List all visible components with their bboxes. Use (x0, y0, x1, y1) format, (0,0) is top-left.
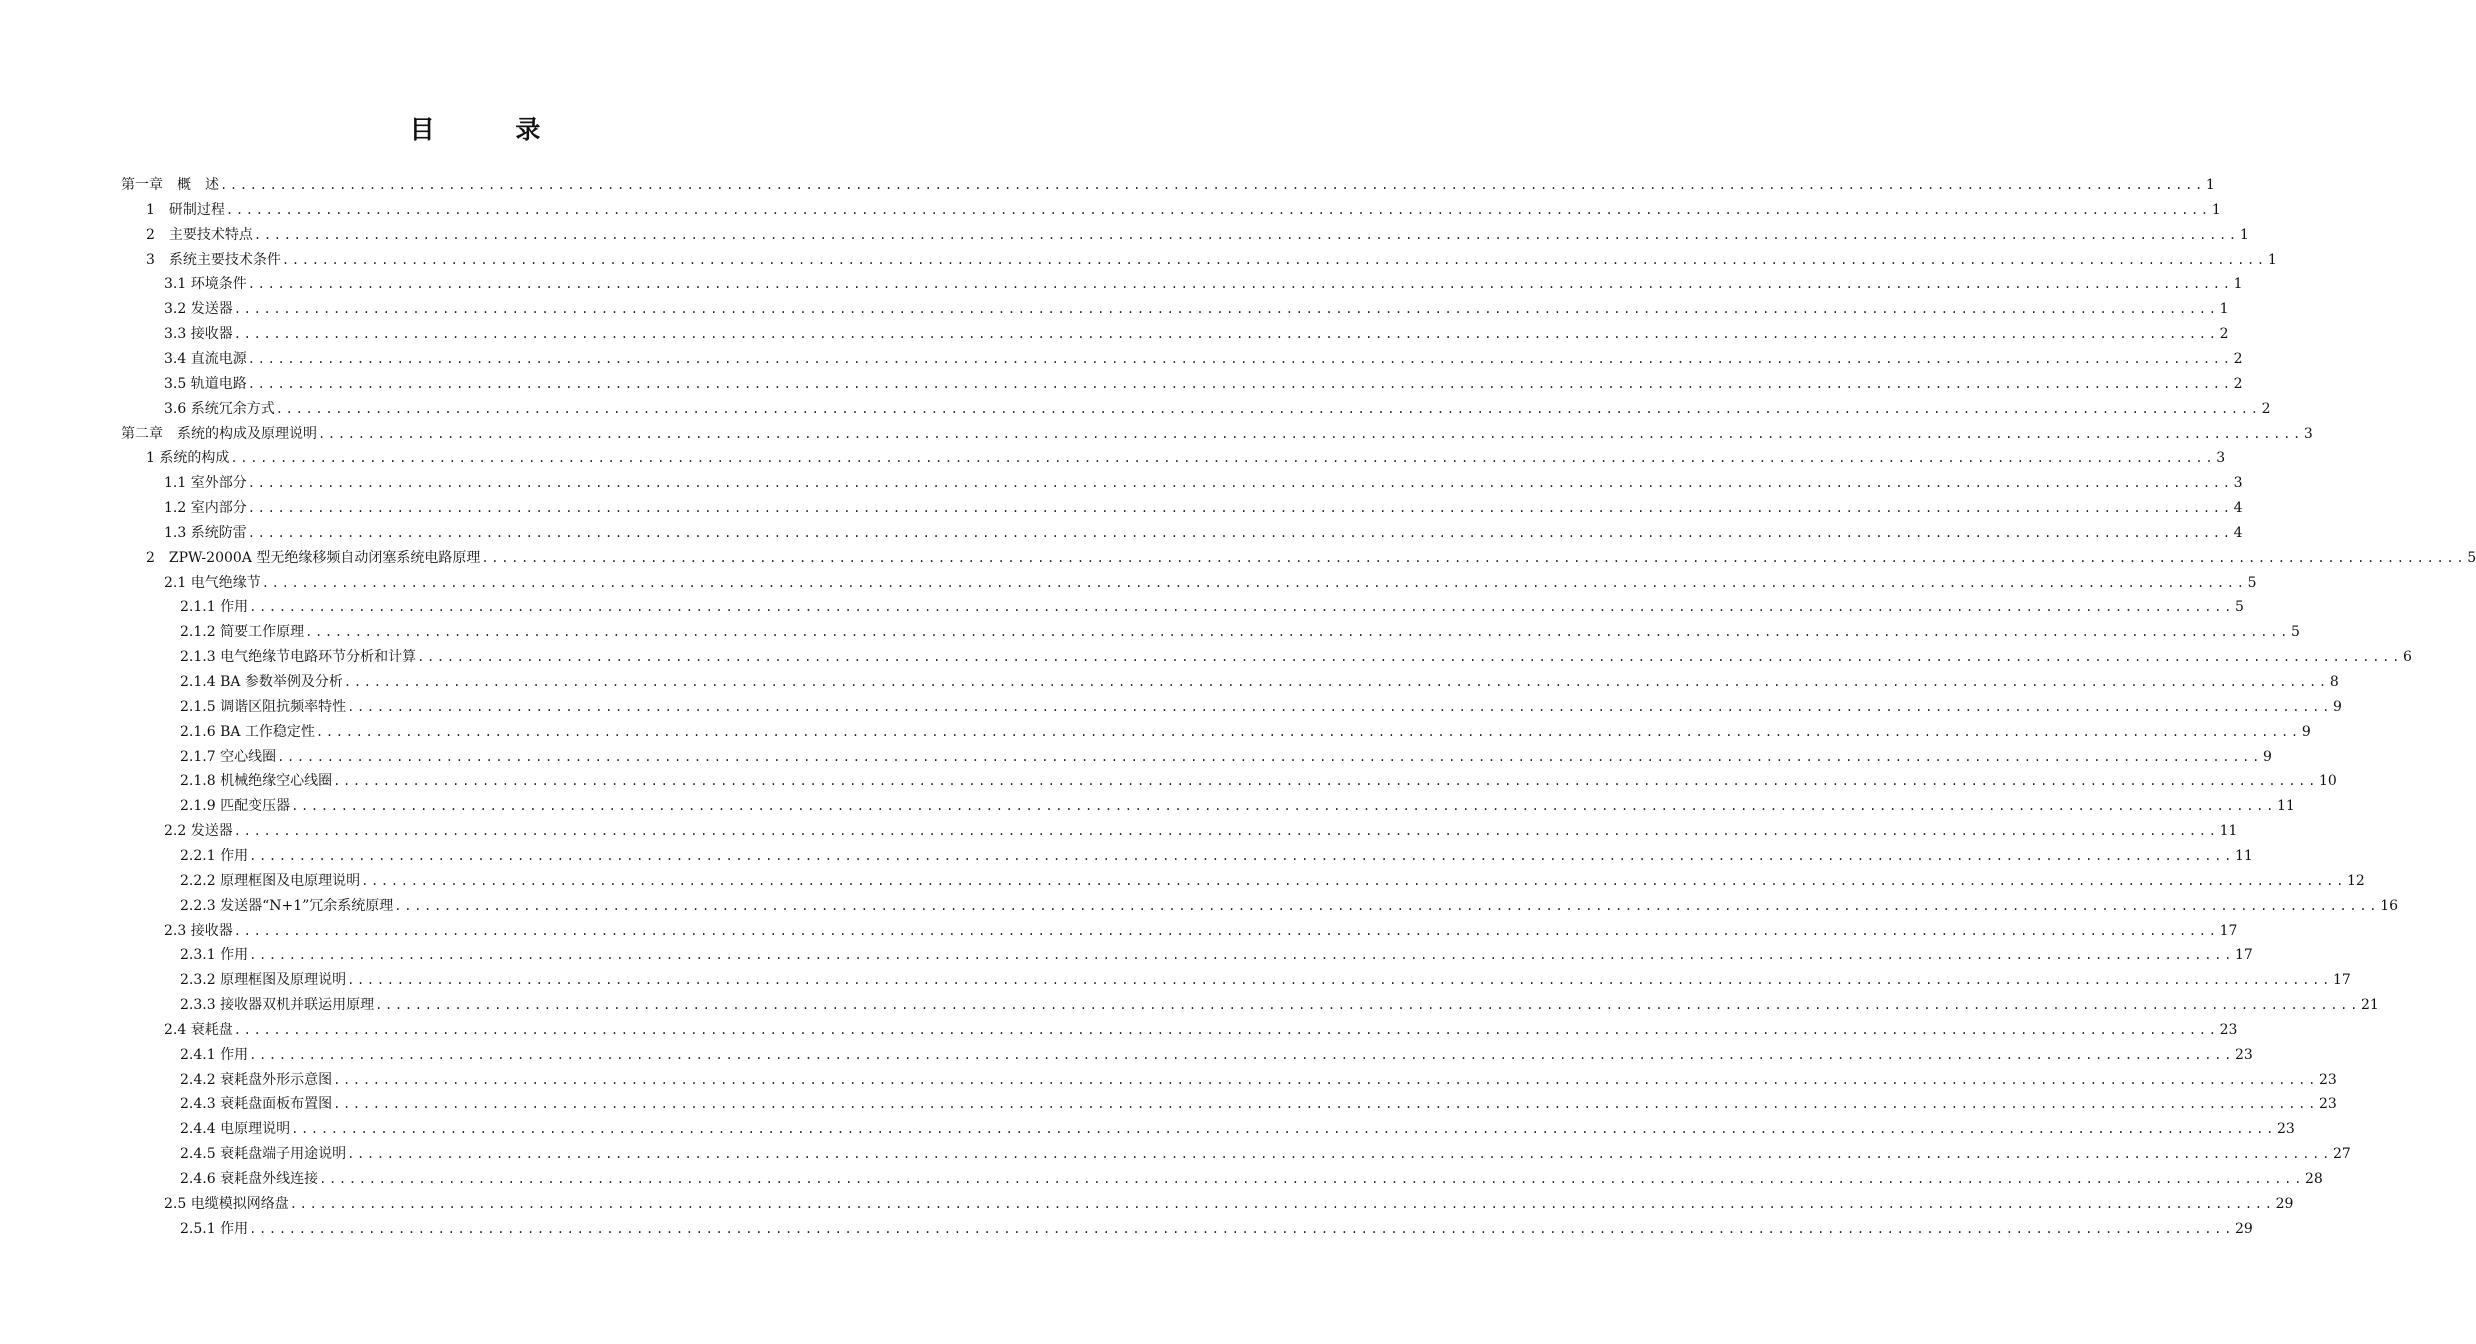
toc-entry-label: 1.2 室内部分 (164, 500, 247, 517)
dot-leader: ........................................................................................................................................................................................................ (249, 848, 2234, 863)
dot-leader: ........................................................................................................................................................................................................ (275, 401, 2261, 416)
toc-entry-label: 2.3.1 作用 (180, 947, 249, 964)
toc-entry[interactable] (180, 994, 2379, 1014)
toc-entry-page-number: 9 (2333, 698, 2342, 715)
toc-entry-page-number: 4 (2233, 500, 2243, 517)
toc-entry[interactable] (164, 572, 2257, 592)
toc-entry[interactable] (164, 522, 2243, 542)
toc-entry[interactable] (164, 348, 2243, 368)
toc-entry-label: 2 主要技术特点 (146, 226, 253, 243)
toc-entry-page-number: 5 (2247, 574, 2257, 591)
toc-entry-label: 2.4.4 电原理说明 (180, 1121, 291, 1138)
toc-entry-page-number: 23 (2319, 1096, 2337, 1113)
toc-entry-page-number: 8 (2329, 674, 2339, 690)
toc-entry-label: 2.3.3 接收器双机并联运用原理 (180, 997, 375, 1014)
toc-entry[interactable] (180, 696, 2342, 716)
toc-entry-page-number: 9 (2301, 723, 2311, 740)
toc-entry-label: 2.1.7 空心线圈 (180, 748, 277, 765)
toc-entry-label: 1.3 系统防雷 (164, 524, 247, 541)
toc-entry-page-number: 17 (2219, 922, 2238, 939)
toc-entry[interactable] (164, 497, 2243, 517)
toc-entry-label: 3 系统主要技术条件 (146, 251, 281, 268)
toc-entry-label: 2.3 接收器 (164, 922, 233, 939)
dot-leader: ........................................................................................................................................................................................................ (247, 277, 2233, 292)
toc-entry[interactable] (180, 1218, 2253, 1238)
toc-entry[interactable] (146, 249, 2277, 269)
toc-entry[interactable] (121, 174, 2215, 194)
toc-entry[interactable] (180, 1044, 2253, 1064)
toc-entry-label: 2.4.6 衰耗盘外线连接 (180, 1171, 319, 1187)
dot-leader: ........................................................................................................................................................................................................ (249, 1047, 2234, 1062)
toc-entry-label: 2.4.2 衰耗盘外形示意图 (180, 1071, 333, 1088)
toc-entry[interactable] (164, 323, 2229, 343)
toc-entry-page-number: 29 (2275, 1195, 2294, 1212)
toc-entry[interactable] (180, 944, 2253, 964)
toc-entry-page-number: 17 (2235, 947, 2253, 964)
toc-entry-page-number: 2 (2233, 350, 2243, 367)
toc-entry-page-number: 1 (2205, 177, 2215, 193)
dot-leader: ........................................................................................................................................................................................................ (319, 1172, 2304, 1186)
toc-entry-page-number: 23 (2219, 1021, 2238, 1038)
toc-entry-page-number: 17 (2333, 972, 2351, 989)
toc-entry-page-number: 28 (2305, 1171, 2323, 1187)
toc-entry-label: 2.3.2 原理框图及原理说明 (180, 972, 347, 989)
toc-entry-page-number: 3 (2216, 450, 2226, 467)
toc-entry[interactable] (180, 1118, 2295, 1138)
toc-entry-page-number: 12 (2347, 872, 2365, 889)
toc-entry-label: 2.5.1 作用 (180, 1220, 249, 1237)
dot-leader: ........................................................................................................................................................................................................ (261, 575, 2247, 590)
toc-entry-label: 3.3 接收器 (164, 326, 233, 343)
toc-entry-label: 2.1.3 电气绝缘节电路环节分析和计算 (180, 649, 417, 666)
toc-entry-label: 2 ZPW-2000A 型无绝缘移频自动闭塞系统电路原理 (146, 549, 481, 566)
toc-entry[interactable] (180, 870, 2365, 890)
toc-entry-label: 2.2 发送器 (164, 823, 233, 840)
toc-entry-page-number: 1 (2239, 226, 2249, 243)
toc-entry-page-number: 11 (2235, 847, 2253, 864)
dot-leader: ........................................................................................................................................................................................................ (225, 202, 2211, 217)
toc-entry-label: 2.1.9 匹配变压器 (180, 798, 291, 815)
toc-entry-label: 2.4.1 作用 (180, 1046, 249, 1063)
dot-leader: ........................................................................................................................................................................................................ (315, 724, 2301, 739)
toc-entry[interactable] (180, 671, 2339, 691)
toc-entry[interactable] (146, 447, 2226, 467)
dot-leader: ........................................................................................................................................................................................................ (361, 873, 2346, 888)
toc-entry-label: 3.5 轨道电路 (164, 375, 247, 392)
dot-leader: ........................................................................................................................................................................................................ (233, 1022, 2219, 1037)
page-title: 目 录 (409, 115, 577, 144)
dot-leader: ........................................................................................................................................................................................................ (343, 675, 2329, 689)
toc-entry-page-number: 11 (2219, 823, 2238, 840)
toc-entry-label: 1 研制过程 (146, 201, 225, 218)
toc-entry-label: 2.5 电缆模拟网络盘 (164, 1195, 289, 1212)
toc-entry-page-number: 23 (2277, 1121, 2295, 1138)
toc-entry-label: 3.6 系统冗余方式 (164, 400, 275, 417)
toc-entry[interactable] (180, 969, 2351, 989)
toc-entry-page-number: 5 (2291, 624, 2300, 641)
dot-leader: ........................................................................................................................................................................................................ (233, 302, 2219, 317)
toc-entry-label: 2.2.1 作用 (180, 847, 249, 864)
toc-entry-label: 2.4.5 衰耗盘端子用途说明 (180, 1146, 347, 1163)
toc-entry[interactable] (121, 423, 2313, 443)
toc-entry-page-number: 23 (2319, 1071, 2337, 1088)
dot-leader: ........................................................................................................................................................................................................ (318, 426, 2303, 441)
toc-entry[interactable] (164, 920, 2238, 940)
toc-entry-label: 3.1 环境条件 (164, 276, 247, 293)
toc-entry[interactable] (180, 621, 2300, 641)
toc-entry-label: 3.2 发送器 (164, 301, 233, 318)
dot-leader: ........................................................................................................................................................................................................ (281, 252, 2267, 267)
toc-entry-page-number: 5 (2235, 599, 2244, 616)
dot-leader: ........................................................................................................................................................................................................ (289, 1196, 2275, 1211)
toc-entry[interactable] (180, 721, 2311, 741)
toc-entry[interactable] (164, 398, 2271, 418)
dot-leader: ........................................................................................................................................................................................................ (247, 351, 2233, 366)
toc-entry-page-number: 1 (2219, 301, 2229, 318)
toc-entry-label: 2.4.3 衰耗盘面板布置图 (180, 1096, 333, 1113)
toc-entry[interactable] (180, 795, 2295, 815)
dot-leader: ........................................................................................................................................................................................................ (247, 376, 2233, 391)
dot-leader: ........................................................................................................................................................................................................ (347, 973, 2332, 988)
toc-entry-page-number: 10 (2319, 773, 2337, 790)
toc-entry[interactable] (180, 1168, 2323, 1188)
dot-leader: ........................................................................................................................................................................................................ (233, 923, 2219, 938)
toc-entry[interactable] (180, 1093, 2337, 1113)
dot-leader: ........................................................................................................................................................................................................ (291, 799, 2276, 814)
toc-entry[interactable] (180, 646, 2412, 666)
toc-entry[interactable] (180, 596, 2244, 616)
dot-leader: ........................................................................................................................................................................................................ (253, 227, 2239, 242)
toc-entry-page-number: 3 (2303, 425, 2313, 442)
dot-leader: ........................................................................................................................................................................................................ (249, 1221, 2234, 1236)
toc-entry-page-number: 6 (2403, 649, 2412, 666)
toc-entry-page-number: 1 (2211, 201, 2221, 218)
dot-leader: ........................................................................................................................................................................................................ (247, 525, 2233, 540)
toc-entry[interactable] (180, 1143, 2351, 1163)
toc-entry-label: 3.4 直流电源 (164, 350, 247, 367)
toc-entry-label: 2.1.5 调谐区阻抗频率特性 (180, 698, 347, 715)
toc-entry[interactable] (164, 472, 2243, 492)
toc-entry-label: 2.1 电气绝缘节 (164, 574, 261, 591)
toc-entry-label: 2.1.6 BA 工作稳定性 (180, 723, 315, 740)
toc-entry-page-number: 2 (2233, 375, 2243, 392)
toc-entry-label: 1.1 室外部分 (164, 475, 247, 492)
dot-leader: ........................................................................................................................................................................................................ (249, 948, 2234, 963)
toc-entry-label: 2.2.3 发送器“N+1”冗余系统原理 (180, 897, 394, 914)
dot-leader: ........................................................................................................................................................................................................ (347, 699, 2332, 714)
toc-entry-page-number: 3 (2233, 475, 2243, 492)
toc-entry[interactable] (164, 273, 2243, 293)
toc-entry-label: 2.1.1 作用 (180, 599, 249, 616)
toc-entry[interactable] (164, 298, 2229, 318)
dot-leader: ........................................................................................................................................................................................................ (375, 998, 2360, 1013)
dot-leader: ........................................................................................................................................................................................................ (305, 625, 2290, 640)
toc-entry-label: 2.4 衰耗盘 (164, 1021, 233, 1038)
dot-leader: ........................................................................................................................................................................................................ (333, 1097, 2318, 1112)
toc-entry[interactable] (180, 845, 2253, 865)
toc-entry-label: 2.2.2 原理框图及电原理说明 (180, 872, 361, 889)
dot-leader: ........................................................................................................................................................................................................ (417, 650, 2402, 665)
dot-leader: ........................................................................................................................................................................................................ (333, 1072, 2318, 1087)
toc-entry-page-number: 4 (2233, 524, 2243, 541)
toc-entry-page-number: 1 (2267, 251, 2277, 268)
dot-leader: ........................................................................................................................................................................................................ (277, 749, 2262, 764)
dot-leader: ........................................................................................................................................................................................................ (220, 178, 2205, 192)
toc-entry-label: 2.1.2 简要工作原理 (180, 624, 305, 641)
toc-entry-page-number: 2 (2261, 400, 2271, 417)
toc-entry[interactable] (164, 1019, 2238, 1039)
toc-entry[interactable] (146, 547, 2476, 567)
dot-leader: ........................................................................................................................................................................................................ (291, 1122, 2276, 1137)
toc-entry-page-number: 5 (2467, 549, 2476, 566)
toc-entry[interactable] (180, 770, 2337, 790)
dot-leader: ........................................................................................................................................................................................................ (394, 898, 2380, 913)
toc-entry[interactable] (146, 224, 2249, 244)
toc-entry-page-number: 27 (2333, 1146, 2351, 1163)
toc-entry-page-number: 11 (2277, 798, 2295, 815)
toc-entry[interactable] (164, 820, 2238, 840)
toc-entry-label: 2.1.8 机械绝缘空心线圈 (180, 773, 333, 790)
toc-entry-page-number: 23 (2235, 1046, 2253, 1063)
dot-leader: ........................................................................................................................................................................................................ (233, 327, 2219, 342)
toc-entry-page-number: 29 (2235, 1220, 2253, 1237)
toc-entry[interactable] (164, 373, 2243, 393)
toc-entry-page-number: 9 (2263, 748, 2272, 765)
dot-leader: ........................................................................................................................................................................................................ (249, 600, 2234, 615)
dot-leader: ........................................................................................................................................................................................................ (233, 824, 2219, 839)
toc-entry[interactable] (180, 895, 2399, 915)
toc-entry[interactable] (180, 1069, 2337, 1089)
toc-entry-label: 2.1.4 BA 参数举例及分析 (180, 674, 343, 690)
toc-entry-label: 第一章 概 述 (121, 177, 219, 193)
toc-entry-page-number: 2 (2219, 326, 2229, 343)
dot-leader: ........................................................................................................................................................................................................ (247, 476, 2233, 491)
dot-leader: ........................................................................................................................................................................................................ (481, 550, 2467, 565)
dot-leader: ........................................................................................................................................................................................................ (230, 451, 2216, 466)
toc-entry[interactable] (180, 746, 2272, 766)
toc-entry-page-number: 21 (2361, 997, 2379, 1014)
dot-leader: ........................................................................................................................................................................................................ (333, 774, 2318, 789)
toc-entry-label: 第二章 系统的构成及原理说明 (121, 425, 317, 442)
dot-leader: ........................................................................................................................................................................................................ (247, 501, 2233, 516)
toc-entry-page-number: 1 (2233, 276, 2243, 293)
toc-entry-page-number: 16 (2380, 897, 2399, 914)
toc-entry[interactable] (164, 1193, 2294, 1213)
toc-entry-label: 1 系统的构成 (146, 450, 230, 467)
toc-entry[interactable] (146, 199, 2221, 219)
dot-leader: ........................................................................................................................................................................................................ (347, 1147, 2332, 1162)
